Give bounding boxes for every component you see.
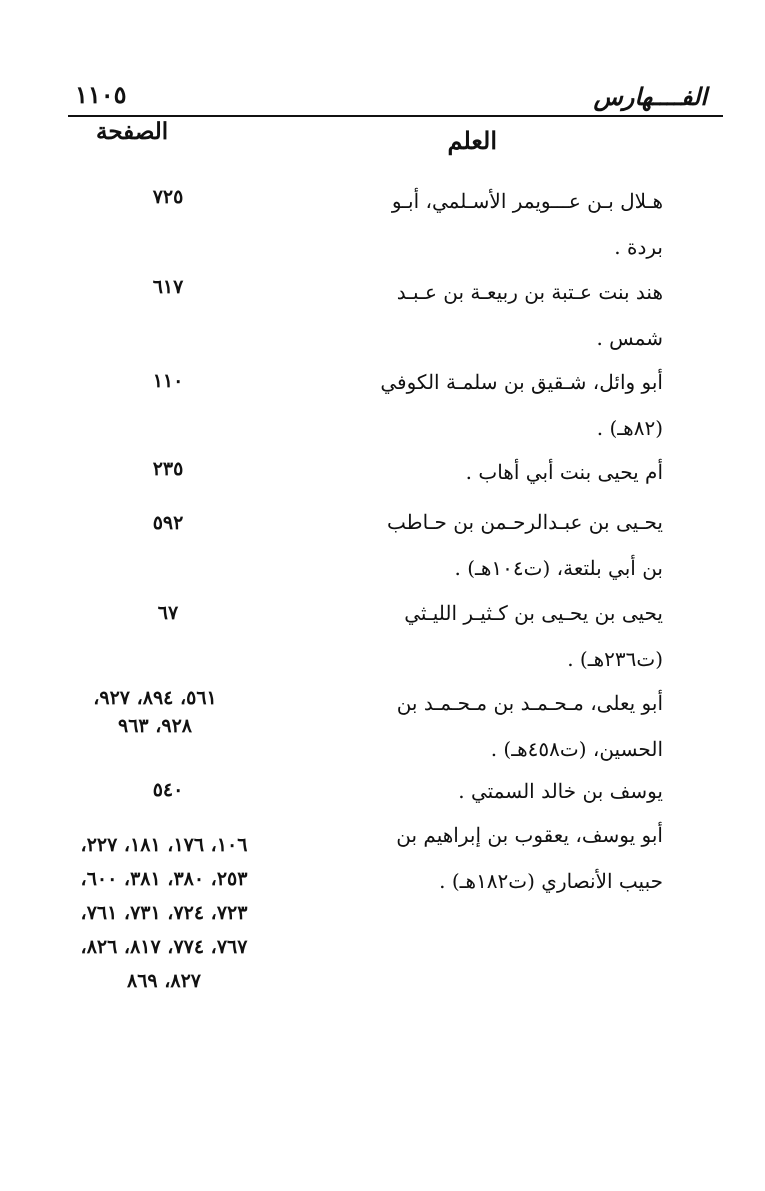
index-entry-pages: ٧٢٥	[152, 186, 184, 208]
index-entry-pages: ٢٣٥	[152, 458, 184, 480]
page-number: ١١٠٥	[75, 80, 127, 109]
index-entry-pages: ١١٠	[152, 370, 184, 392]
index-entry-name: أم يحيى بنت أبي أهاب .	[465, 460, 663, 484]
index-entry-name: أبو وائل، شـقيق بن سلمـة الكوفي (٨٢هـ) .	[380, 370, 663, 440]
running-header-title: الفــــهارس	[593, 82, 707, 111]
index-entry-name: هـلال بـن عـــويمر الأسـلمي، أبـو بردة .	[391, 189, 663, 259]
index-entry-pages: ٥٤٠	[152, 779, 184, 801]
index-entry-name: يحيى بن يحـيى بن كـثيـر الليـثي (ت٢٣٦هـ) .	[404, 601, 663, 671]
index-entry-name: يوسف بن خالد السمتي .	[458, 779, 663, 803]
index-entry-name: أبو يوسف، يعقوب بن إبراهيم بن حبيب الأنصاري (ت١٨٢هـ) .	[396, 823, 663, 893]
header-rule	[68, 115, 723, 117]
index-entry-pages: ١٠٦، ١٧٦، ١٨١، ٢٢٧، ٢٥٣، ٣٨٠، ٣٨١، ٦٠٠، ٧٢٣، ٧٢٤، ٧٣١، ٧٦١، ٧٦٧، ٧٧٤، ٨١٧، ٨٢٦، ٨٢٧، ٨٦٩	[80, 834, 248, 992]
index-entry-name: أبو يعلى، مـحـمـد بن مـحـمـد بن الحسين، (ت٤٥٨هـ) .	[396, 691, 663, 761]
index-entry-pages: ٥٦١، ٨٩٤، ٩٢٧، ٩٢٨، ٩٦٣	[93, 687, 217, 737]
index-entry-pages: ٦١٧	[152, 276, 184, 298]
column-heading-name: العلم	[447, 126, 497, 155]
index-entry-name: هند بنت عـتبة بن ربيعـة بن عـبـد شمس .	[396, 280, 663, 350]
index-entry-pages: ٥٩٢	[152, 512, 184, 534]
column-heading-page: الصفحة	[96, 118, 169, 145]
index-entry-pages: ٦٧	[157, 602, 179, 624]
index-entry-name: يحـيى بن عبـدالرحـمن بن حـاطب بن أبي بلتعة، (ت١٠٤هـ) .	[387, 510, 663, 580]
